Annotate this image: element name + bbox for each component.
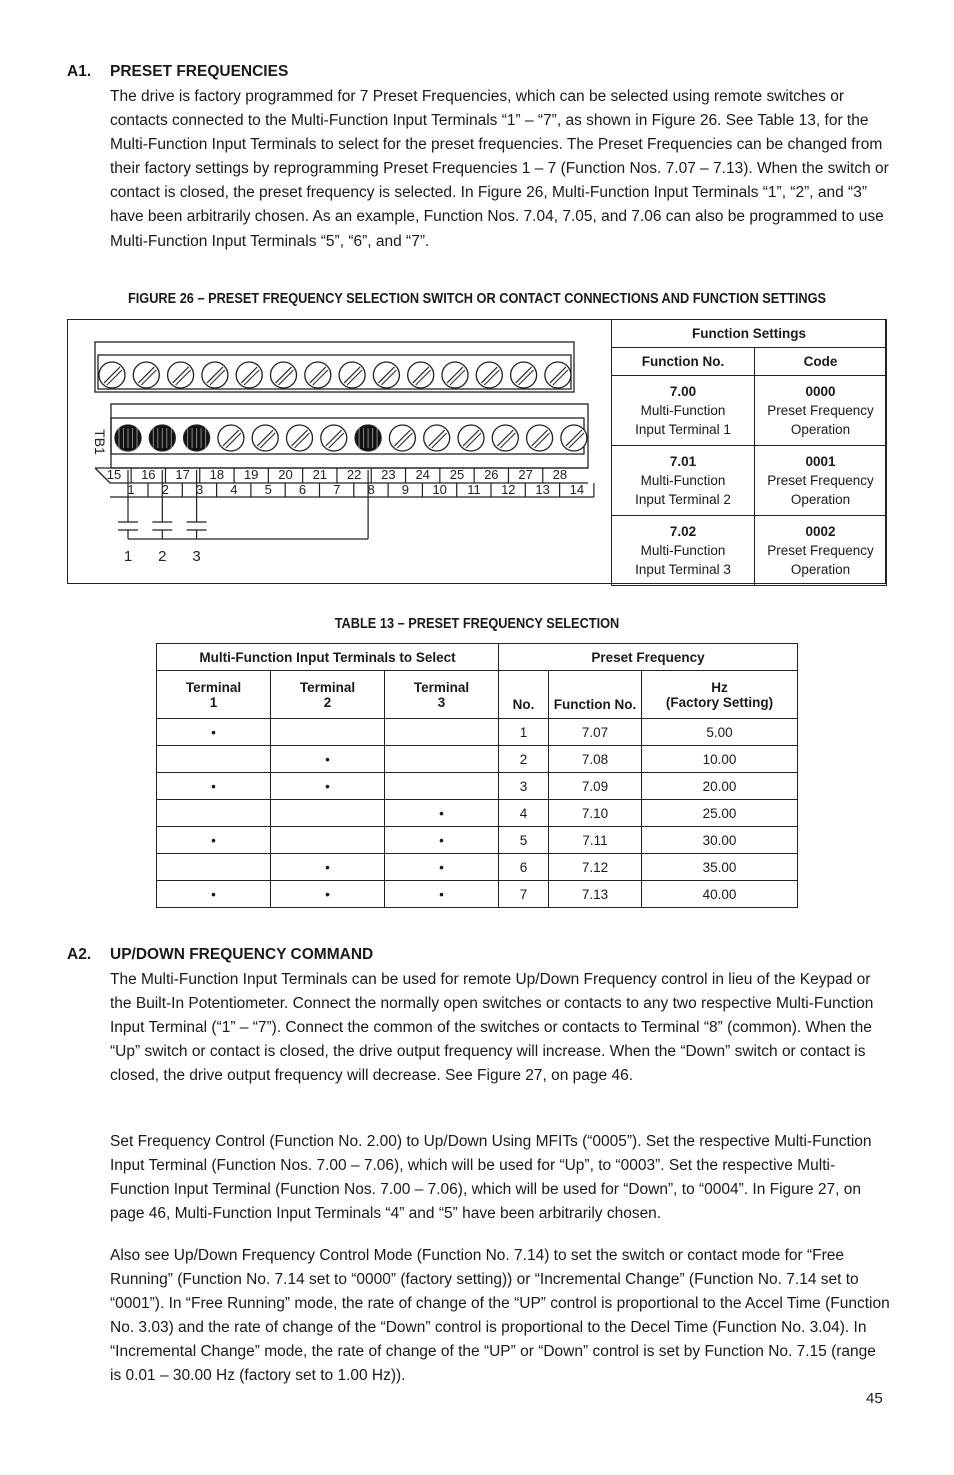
t13-header-text: Terminal <box>185 679 242 695</box>
table-13-caption: TABLE 13 – PRESET FREQUENCY SELECTION <box>334 616 620 632</box>
t13-cell-func: 7.08 <box>549 746 642 773</box>
fs-function-no: 7.02 <box>669 524 697 539</box>
tb1-label: TB1 <box>92 429 108 455</box>
upper-terminal-label: 15 <box>106 467 122 482</box>
lower-terminal-label: 7 <box>333 482 341 497</box>
lower-terminal-label: 3 <box>195 482 204 497</box>
function-settings-title: Function Settings <box>612 320 887 348</box>
section-a2-paragraph-2: Set Frequency Control (Function No. 2.00) to Up/Down Using MFITs (“0005”). Set the respective Multi-Function Input Terminal (Function Nos. 7.00 – 7.06), which will be used for “Up”, to “0003”. Set the respective Multi-Function Input Terminal (Function Nos. 7.00 – 7.06), which will be used for “Down”, to “0004”. In Figure 27, on page 46, Multi-Function Input Terminals “4” and “5” have been arbitrarily chosen. <box>110 1133 872 1223</box>
lower-terminal-screw <box>527 425 553 451</box>
upper-terminal-screw <box>476 362 502 388</box>
t13-cell-no: 4 <box>499 800 549 827</box>
t13-header-text: Hz <box>711 679 728 695</box>
upper-terminal-screw <box>271 362 297 388</box>
lower-terminal-screw <box>424 425 450 451</box>
fs-code-line2: Operation <box>790 422 851 437</box>
lower-terminal-screw <box>492 425 518 451</box>
t13-cell-t1 <box>157 800 271 827</box>
upper-terminal-screw <box>202 362 228 388</box>
switch-label: 3 <box>192 548 201 565</box>
t13-cell-t2 <box>271 827 385 854</box>
t13-cell-t2 <box>271 719 385 746</box>
t13-cell-t3 <box>385 773 499 800</box>
t13-cell-hz: 20.00 <box>642 773 798 800</box>
section-a2-title: UP/DOWN FREQUENCY COMMAND <box>110 946 374 963</box>
t13-cell-func: 7.11 <box>549 827 642 854</box>
terminal-label-outline <box>95 468 588 483</box>
upper-terminal-screw <box>236 362 262 388</box>
t13-cell-no: 5 <box>499 827 549 854</box>
lower-terminal-screw <box>115 425 141 451</box>
upper-terminal-screw <box>168 362 194 388</box>
lower-terminal-screw <box>561 425 587 451</box>
upper-terminal-screw <box>442 362 468 388</box>
lower-terminal-label: 8 <box>367 482 375 497</box>
t13-cell-func: 7.10 <box>549 800 642 827</box>
lower-terminal-label: 2 <box>161 482 169 497</box>
t13-cell-t1: • <box>157 881 271 908</box>
t13-cell-t3: • <box>385 800 499 827</box>
upper-terminal-screw <box>373 362 399 388</box>
lower-terminal-screw <box>321 425 347 451</box>
lower-terminal-screw <box>458 425 484 451</box>
lower-terminal-screw <box>149 425 175 451</box>
section-a1-title: PRESET FREQUENCIES <box>110 63 289 80</box>
lower-terminal-label: 6 <box>298 482 307 497</box>
t13-header-text: (Factory Setting) <box>665 694 774 710</box>
fs-code-line1: Preset Frequency <box>767 403 874 418</box>
function-settings-table <box>611 319 887 586</box>
table-row <box>157 827 798 854</box>
t13-header-text: 2 <box>323 694 332 710</box>
t13-cell-no: 2 <box>499 746 549 773</box>
figure-26 <box>67 319 886 584</box>
lower-terminal-label: 12 <box>501 482 516 497</box>
t13-header-text: Terminal <box>299 679 356 695</box>
lower-terminal-screw <box>184 425 210 451</box>
lower-terminal-label: 4 <box>230 482 238 497</box>
fs-header-code: Code <box>755 348 887 376</box>
table-row <box>157 881 798 908</box>
lower-terminal-screw <box>218 425 244 451</box>
table-row <box>157 746 798 773</box>
t13-cell-t3: • <box>385 854 499 881</box>
t13-header-no: No. <box>499 671 549 719</box>
upper-terminal-screw <box>511 362 537 388</box>
upper-terminal-rail <box>95 342 574 392</box>
t13-cell-no: 1 <box>499 719 549 746</box>
upper-terminal-screw <box>99 362 125 388</box>
upper-terminal-label: 27 <box>518 467 533 482</box>
t13-header-text: Terminal <box>413 679 470 695</box>
lower-terminal-screw <box>287 425 313 451</box>
t13-cell-t1: • <box>157 827 271 854</box>
section-a1-heading <box>67 63 288 81</box>
lower-terminal-screw <box>389 425 415 451</box>
fs-function-no: 7.01 <box>669 454 697 469</box>
fs-row <box>612 446 887 516</box>
section-a2-number: A2. <box>67 946 92 963</box>
t13-header-terminal-2 <box>271 671 385 719</box>
lower-terminal-label: 5 <box>264 482 272 497</box>
fs-desc-line1: Multi-Function <box>640 543 726 558</box>
lower-terminal-label: 9 <box>401 482 410 497</box>
lower-terminal-label: 11 <box>467 482 481 497</box>
section-a2-paragraph-3: Also see Up/Down Frequency Control Mode (Function No. 7.14) to set the switch or contact mode for “Free Running” (Function No. 7.14 set to “0000” (factory setting)) or “Incremental Change” (Function No. 7.14 set to “0001”). In “Free Running” mode, the rate of change of the “UP” control is proportional to the Accel Time (Function No. 3.03) and the rate of change of the “Down” control is proportional to the Decel Time (Function No. 3.04). In “Incremental Change” mode, the rate of change of the “UP” or “Down” control is set by Function No. 7.15 (range is 0.01 – 30.00 Hz (factory set to 1.00 Hz)). <box>110 1247 890 1385</box>
upper-terminal-label: 16 <box>141 467 156 482</box>
upper-terminal-label: 25 <box>449 467 465 482</box>
t13-cell-no: 6 <box>499 854 549 881</box>
fs-row <box>612 516 887 586</box>
fs-desc-line2: Input Terminal 1 <box>635 422 731 437</box>
t13-header-text: 1 <box>209 694 218 710</box>
table-row <box>157 773 798 800</box>
table-row <box>157 800 798 827</box>
upper-terminal-label: 19 <box>243 467 259 482</box>
switch-label: 1 <box>123 548 133 565</box>
terminal-block-diagram <box>68 320 611 583</box>
t13-cell-hz: 35.00 <box>642 854 798 881</box>
fs-function-no: 7.00 <box>669 384 697 399</box>
t13-cell-t3: • <box>385 827 499 854</box>
lower-terminal-label: 1 <box>127 482 135 497</box>
fs-code: 0000 <box>805 384 836 399</box>
fs-desc-line2: Input Terminal 2 <box>635 492 731 507</box>
t13-cell-t1: • <box>157 719 271 746</box>
t13-cell-t3: • <box>385 881 499 908</box>
lower-terminal-label: 14 <box>569 482 585 497</box>
switch-label: 2 <box>158 548 167 565</box>
lower-terminal-label: 10 <box>432 482 447 497</box>
t13-group-left: Multi-Function Input Terminals to Select <box>157 644 499 671</box>
upper-terminal-screw <box>545 362 571 388</box>
page-number: 45 <box>866 1390 883 1407</box>
upper-terminal-label: 22 <box>346 467 362 482</box>
fs-header-function-no: Function No. <box>612 348 755 376</box>
t13-header-hz <box>642 671 798 719</box>
t13-cell-func: 7.07 <box>549 719 642 746</box>
t13-cell-func: 7.09 <box>549 773 642 800</box>
fs-code-line1: Preset Frequency <box>767 543 874 558</box>
t13-cell-hz: 30.00 <box>642 827 798 854</box>
t13-cell-t3 <box>385 746 499 773</box>
t13-header-function-no: Function No. <box>549 671 642 719</box>
upper-terminal-label: 18 <box>209 467 225 482</box>
upper-terminal-screw <box>408 362 434 388</box>
t13-cell-no: 7 <box>499 881 549 908</box>
lower-terminal-screw <box>252 425 278 451</box>
fs-desc-line2: Input Terminal 3 <box>635 562 731 577</box>
t13-header-terminal-1 <box>157 671 271 719</box>
upper-terminal-label: 24 <box>415 467 430 482</box>
t13-cell-hz: 10.00 <box>642 746 798 773</box>
t13-header-terminal-3 <box>385 671 499 719</box>
section-a1-number: A1. <box>67 63 92 80</box>
t13-cell-t3 <box>385 719 499 746</box>
upper-terminal-label: 23 <box>381 467 396 482</box>
t13-cell-t1: • <box>157 773 271 800</box>
t13-cell-hz: 40.00 <box>642 881 798 908</box>
lower-terminal-screw <box>355 425 381 451</box>
fs-code: 0001 <box>805 454 836 469</box>
t13-cell-t2: • <box>271 746 385 773</box>
t13-cell-t2: • <box>271 773 385 800</box>
t13-cell-t2 <box>271 800 385 827</box>
figure-26-caption: FIGURE 26 – PRESET FREQUENCY SELECTION SWITCH OR CONTACT CONNECTIONS AND FUNCTION SETTINGS <box>127 291 827 307</box>
upper-terminal-label: 20 <box>278 467 293 482</box>
lower-terminal-label: 13 <box>535 482 550 497</box>
upper-terminal-label: 17 <box>175 467 190 482</box>
upper-terminal-label: 28 <box>552 467 568 482</box>
preset-frequency-table <box>156 643 798 908</box>
t13-cell-hz: 25.00 <box>642 800 798 827</box>
fs-row <box>612 376 887 446</box>
fs-code-line2: Operation <box>790 492 851 507</box>
t13-cell-t2: • <box>271 881 385 908</box>
fs-desc-line1: Multi-Function <box>640 403 726 418</box>
t13-cell-t1 <box>157 746 271 773</box>
t13-header-text: 3 <box>437 694 446 710</box>
fs-desc-line1: Multi-Function <box>640 473 726 488</box>
upper-terminal-screw <box>133 362 159 388</box>
upper-terminal-label: 21 <box>312 467 328 482</box>
upper-terminal-label: 26 <box>484 467 499 482</box>
section-a1-body: The drive is factory programmed for 7 Preset Frequencies, which can be selected using remote switches or contacts connected to the Multi-Function Input Terminals “1” – “7”, as shown in Figure 26. See Table 13, for the Multi-Function Input Terminals to select for the preset frequencies. The Preset Frequencies can be changed from their factory settings by reprogramming Preset Frequencies 1 – 7 (Function Nos. 7.07 – 7.13). When the switch or contact is closed, the preset frequency is selected. In Figure 26, Multi-Function Input Terminals “1”, “2”, and “3” have been arbitrarily chosen. As an example, Function Nos. 7.04, 7.05, and 7.06 can also be programmed to use Multi-Function Input Terminals “5”, “6”, and “7”. <box>110 88 889 250</box>
t13-group-right: Preset Frequency <box>499 644 798 671</box>
fs-code: 0002 <box>805 524 836 539</box>
t13-cell-func: 7.13 <box>549 881 642 908</box>
table-row <box>157 719 798 746</box>
t13-cell-hz: 5.00 <box>642 719 798 746</box>
upper-terminal-screw <box>305 362 331 388</box>
upper-terminal-screw <box>339 362 365 388</box>
section-a2-paragraph-1: The Multi-Function Input Terminals can be used for remote Up/Down Frequency control in lieu of the Keypad or the Built-In Potentiometer. Connect the normally open switches or contacts to any two respective Multi-Function Input Terminal (“1” – “7”). Connect the common of the switches or contacts to Terminal “8” (common). When the “Up” switch or contact is closed, the drive output frequency will increase. When the “Down” switch or contact is closed, the drive output frequency will decrease. See Figure 27, on page 46. <box>110 971 874 1085</box>
t13-cell-no: 3 <box>499 773 549 800</box>
fs-code-line2: Operation <box>790 562 851 577</box>
section-a2-heading <box>67 946 373 964</box>
table-row <box>157 854 798 881</box>
t13-cell-func: 7.12 <box>549 854 642 881</box>
t13-cell-t1 <box>157 854 271 881</box>
t13-cell-t2: • <box>271 854 385 881</box>
fs-code-line1: Preset Frequency <box>767 473 874 488</box>
